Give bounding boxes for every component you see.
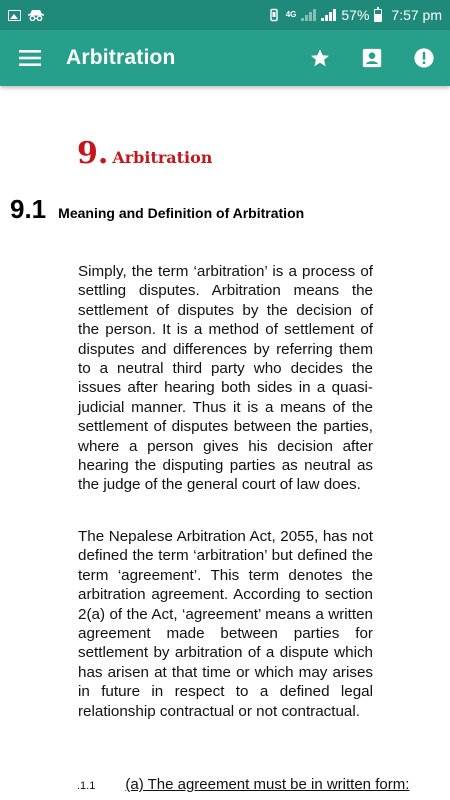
app-title: Arbitration [66,46,176,69]
subsection-title: (a) The agreement must be in written form: [125,776,410,793]
bookmark-button[interactable] [294,30,346,86]
subsection-heading [77,776,409,793]
status-right [267,7,442,23]
info-alert-icon [413,47,435,69]
info-button[interactable] [398,30,450,86]
menu-button[interactable] [0,30,60,86]
section-heading [10,194,304,225]
hamburger-menu-icon [19,49,41,67]
subsection-number: .1.1 [77,780,96,792]
battery-icon [374,9,382,22]
signal-icon-sim2 [321,9,336,21]
gallery-notification-icon [8,10,21,21]
incognito-icon [27,9,45,21]
section-title: Meaning and Definition of Arbitration [58,205,305,221]
chapter-title: Arbitration [112,148,213,167]
chapter-number: 9. [77,136,109,171]
contact-icon [361,47,383,69]
status-bar [0,0,450,30]
network-type: 4G [285,10,297,19]
chapter-heading [77,136,212,171]
app-bar [0,30,450,86]
vibrate-icon [267,8,281,22]
battery-percent: 57% [341,7,370,23]
paragraph: The Nepalese Arbitration Act, 2055, has not defined the term ‘arbitration’ but defined the term ‘agreement’. This term denotes the arbitration agreement. According to section 2(a) of the Act, ‘agreement’ means a written agreement made between parties for settlement by arbitration of a dispute which has arisen at that time or which may arises in future in respect to a defined legal relationship contractual or not contractual. [78,528,373,720]
paragraph: Simply, the term ‘arbitration’ is a process of settling disputes. Arbitration means the settlement of disputes by the decision of the person. It is a method of settlement of disputes and differences by referring them to a neutral third party who decides the issues after hearing both sides in a quasi-judicial manner. Thus it is a means of the settlement of disputes between the parties, where a person gives his decision after hearing the disputing parties as neutral as the judge of the general court of law does. [78,263,373,494]
signal-icon-sim1 [301,9,316,21]
document-content[interactable] [0,86,450,800]
contact-button[interactable] [346,30,398,86]
app-bar-actions [294,30,450,86]
section-number: 9.1 [10,194,47,224]
status-left [8,9,45,21]
star-icon [309,47,331,69]
clock: 7:57 pm [391,7,442,23]
